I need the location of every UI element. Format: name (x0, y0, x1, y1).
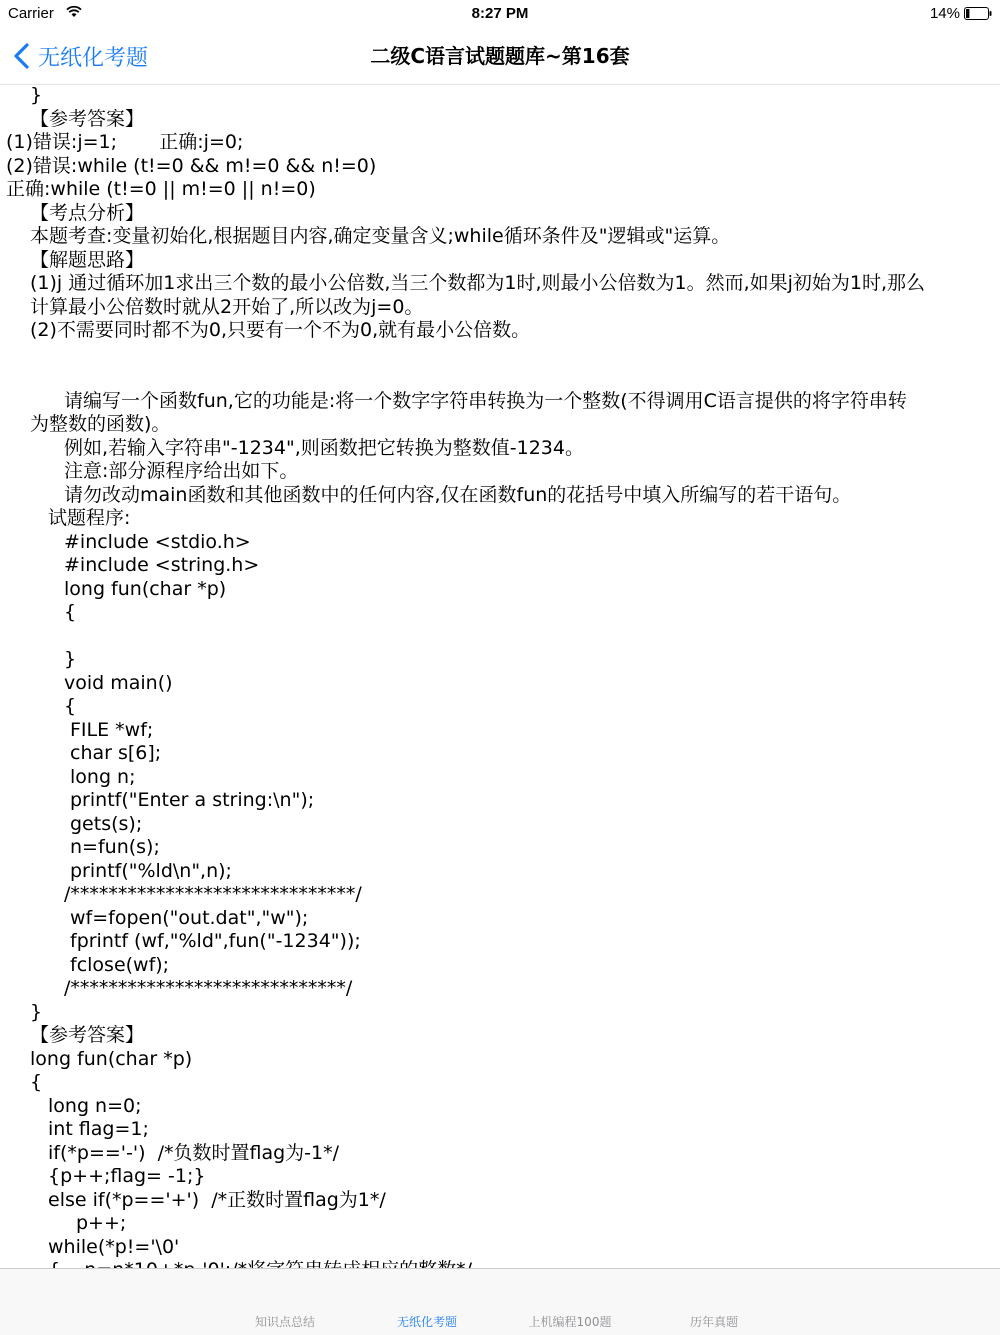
content-line: (2)错误:while (t!=0 && m!=0 && n!=0) (6, 154, 377, 177)
content-line: (2)不需要同时都不为0,只要有一个不为0,就有最小公倍数。 (30, 319, 531, 341)
content-line: } (30, 84, 43, 106)
content-line: #include <string.h> (64, 554, 260, 576)
content-line: long n; (70, 765, 136, 788)
content-line: fclose(wf); (70, 953, 170, 976)
content-line: 计算最小公倍数时就从2开始了,所以改为j=0。 (30, 295, 424, 318)
content-line (0, 343, 1000, 367)
content-line: { (64, 601, 77, 623)
content-line: void main() (64, 671, 173, 694)
tab-1[interactable]: 知识点总结 (254, 1315, 315, 1329)
content-line: { (30, 1071, 43, 1093)
content-line: while(*p!='\0' (48, 1235, 180, 1258)
content-line: 【参考答案】 (30, 107, 145, 130)
content-line: 请勿改动main函数和其他函数中的任何内容,仅在函数fun的花括号中填入所编写的若干语句。 (64, 483, 852, 506)
content-line: 正确:while (t!=0 || m!=0 || n!=0) (6, 178, 316, 200)
content-line: char s[6]; (70, 742, 162, 764)
content-line: 【考点分析】 (30, 201, 145, 224)
question-content[interactable] (0, 84, 1000, 1268)
content-line: 【参考答案】 (30, 1024, 145, 1046)
content-line: 注意:部分源程序给出如下。 (64, 460, 299, 482)
content-line: long fun(char *p) (64, 577, 227, 600)
content-line: 本题考查:变量初始化,根据题目内容,确定变量含义;while循环条件及"逻辑或"运算。 (30, 225, 731, 247)
content-line: (1)错误:j=1; 正确:j=0; (6, 131, 244, 153)
content-line: else if(*p=='+') /*正数时置flag为1*/ (48, 1188, 386, 1211)
battery-icon (964, 7, 992, 20)
content-line: /******************************/ (64, 883, 362, 905)
content-line: if(*p=='-') /*负数时置flag为-1*/ (48, 1141, 339, 1164)
content-line: {p++;flag= -1;} (48, 1165, 206, 1187)
status-bar (0, 0, 1000, 28)
content-line (0, 366, 1000, 390)
content-line: { (64, 695, 77, 717)
content-line: wf=fopen("out.dat","w"); (70, 906, 309, 929)
page-title: 二级C语言试题题库~第16套 (370, 44, 630, 68)
content-line: p++; (76, 1212, 127, 1234)
tab-bar (0, 1268, 1000, 1335)
content-line: n=fun(s); (70, 836, 160, 858)
content-line: } (30, 1000, 43, 1023)
tab-3[interactable]: 上机编程100题 (528, 1315, 612, 1329)
content-line (0, 625, 1000, 649)
status-time: 8:27 PM (471, 5, 529, 22)
tab-4[interactable]: 历年真题 (689, 1315, 738, 1329)
content-line: } (64, 648, 77, 670)
back-button-label: 无纸化考题 (38, 45, 149, 71)
content-line: fprintf (wf,"%ld",fun("-1234")); (70, 930, 361, 952)
content-line: printf("%ld\n",n); (70, 859, 232, 882)
content-line: /*****************************/ (64, 977, 353, 999)
content-line: int flag=1; (48, 1118, 149, 1140)
content-line: 为整数的函数)。 (30, 413, 171, 435)
content-line: 试题程序: (48, 507, 131, 529)
content-line: gets(s); (70, 812, 143, 835)
content-line: 例如,若输入字符串"-1234",则函数把它转换为整数值-1234。 (64, 436, 584, 459)
content-line: (1)j 通过循环加1求出三个数的最小公倍数,当三个数都为1时,则最小公倍数为1。然而,如果j初始为1时,那么 (30, 272, 926, 294)
tab-2[interactable]: 无纸化考题 (396, 1315, 457, 1329)
content-line: printf("Enter a string:\n"); (70, 789, 315, 811)
content-line: FILE *wf; (70, 718, 154, 741)
carrier-label: Carrier (8, 5, 54, 22)
content-line: 请编写一个函数fun,它的功能是:将一个数字字符串转换为一个整数(不得调用C语言提供的将字符串转 (64, 389, 907, 412)
navigation-bar (0, 28, 1000, 85)
content-line: #include <stdio.h> (64, 530, 251, 553)
content-line: long fun(char *p) (30, 1047, 193, 1070)
content-line: long n=0; (48, 1094, 142, 1117)
content-line: 【解题思路】 (30, 248, 145, 271)
battery-percent: 14% (929, 5, 960, 22)
